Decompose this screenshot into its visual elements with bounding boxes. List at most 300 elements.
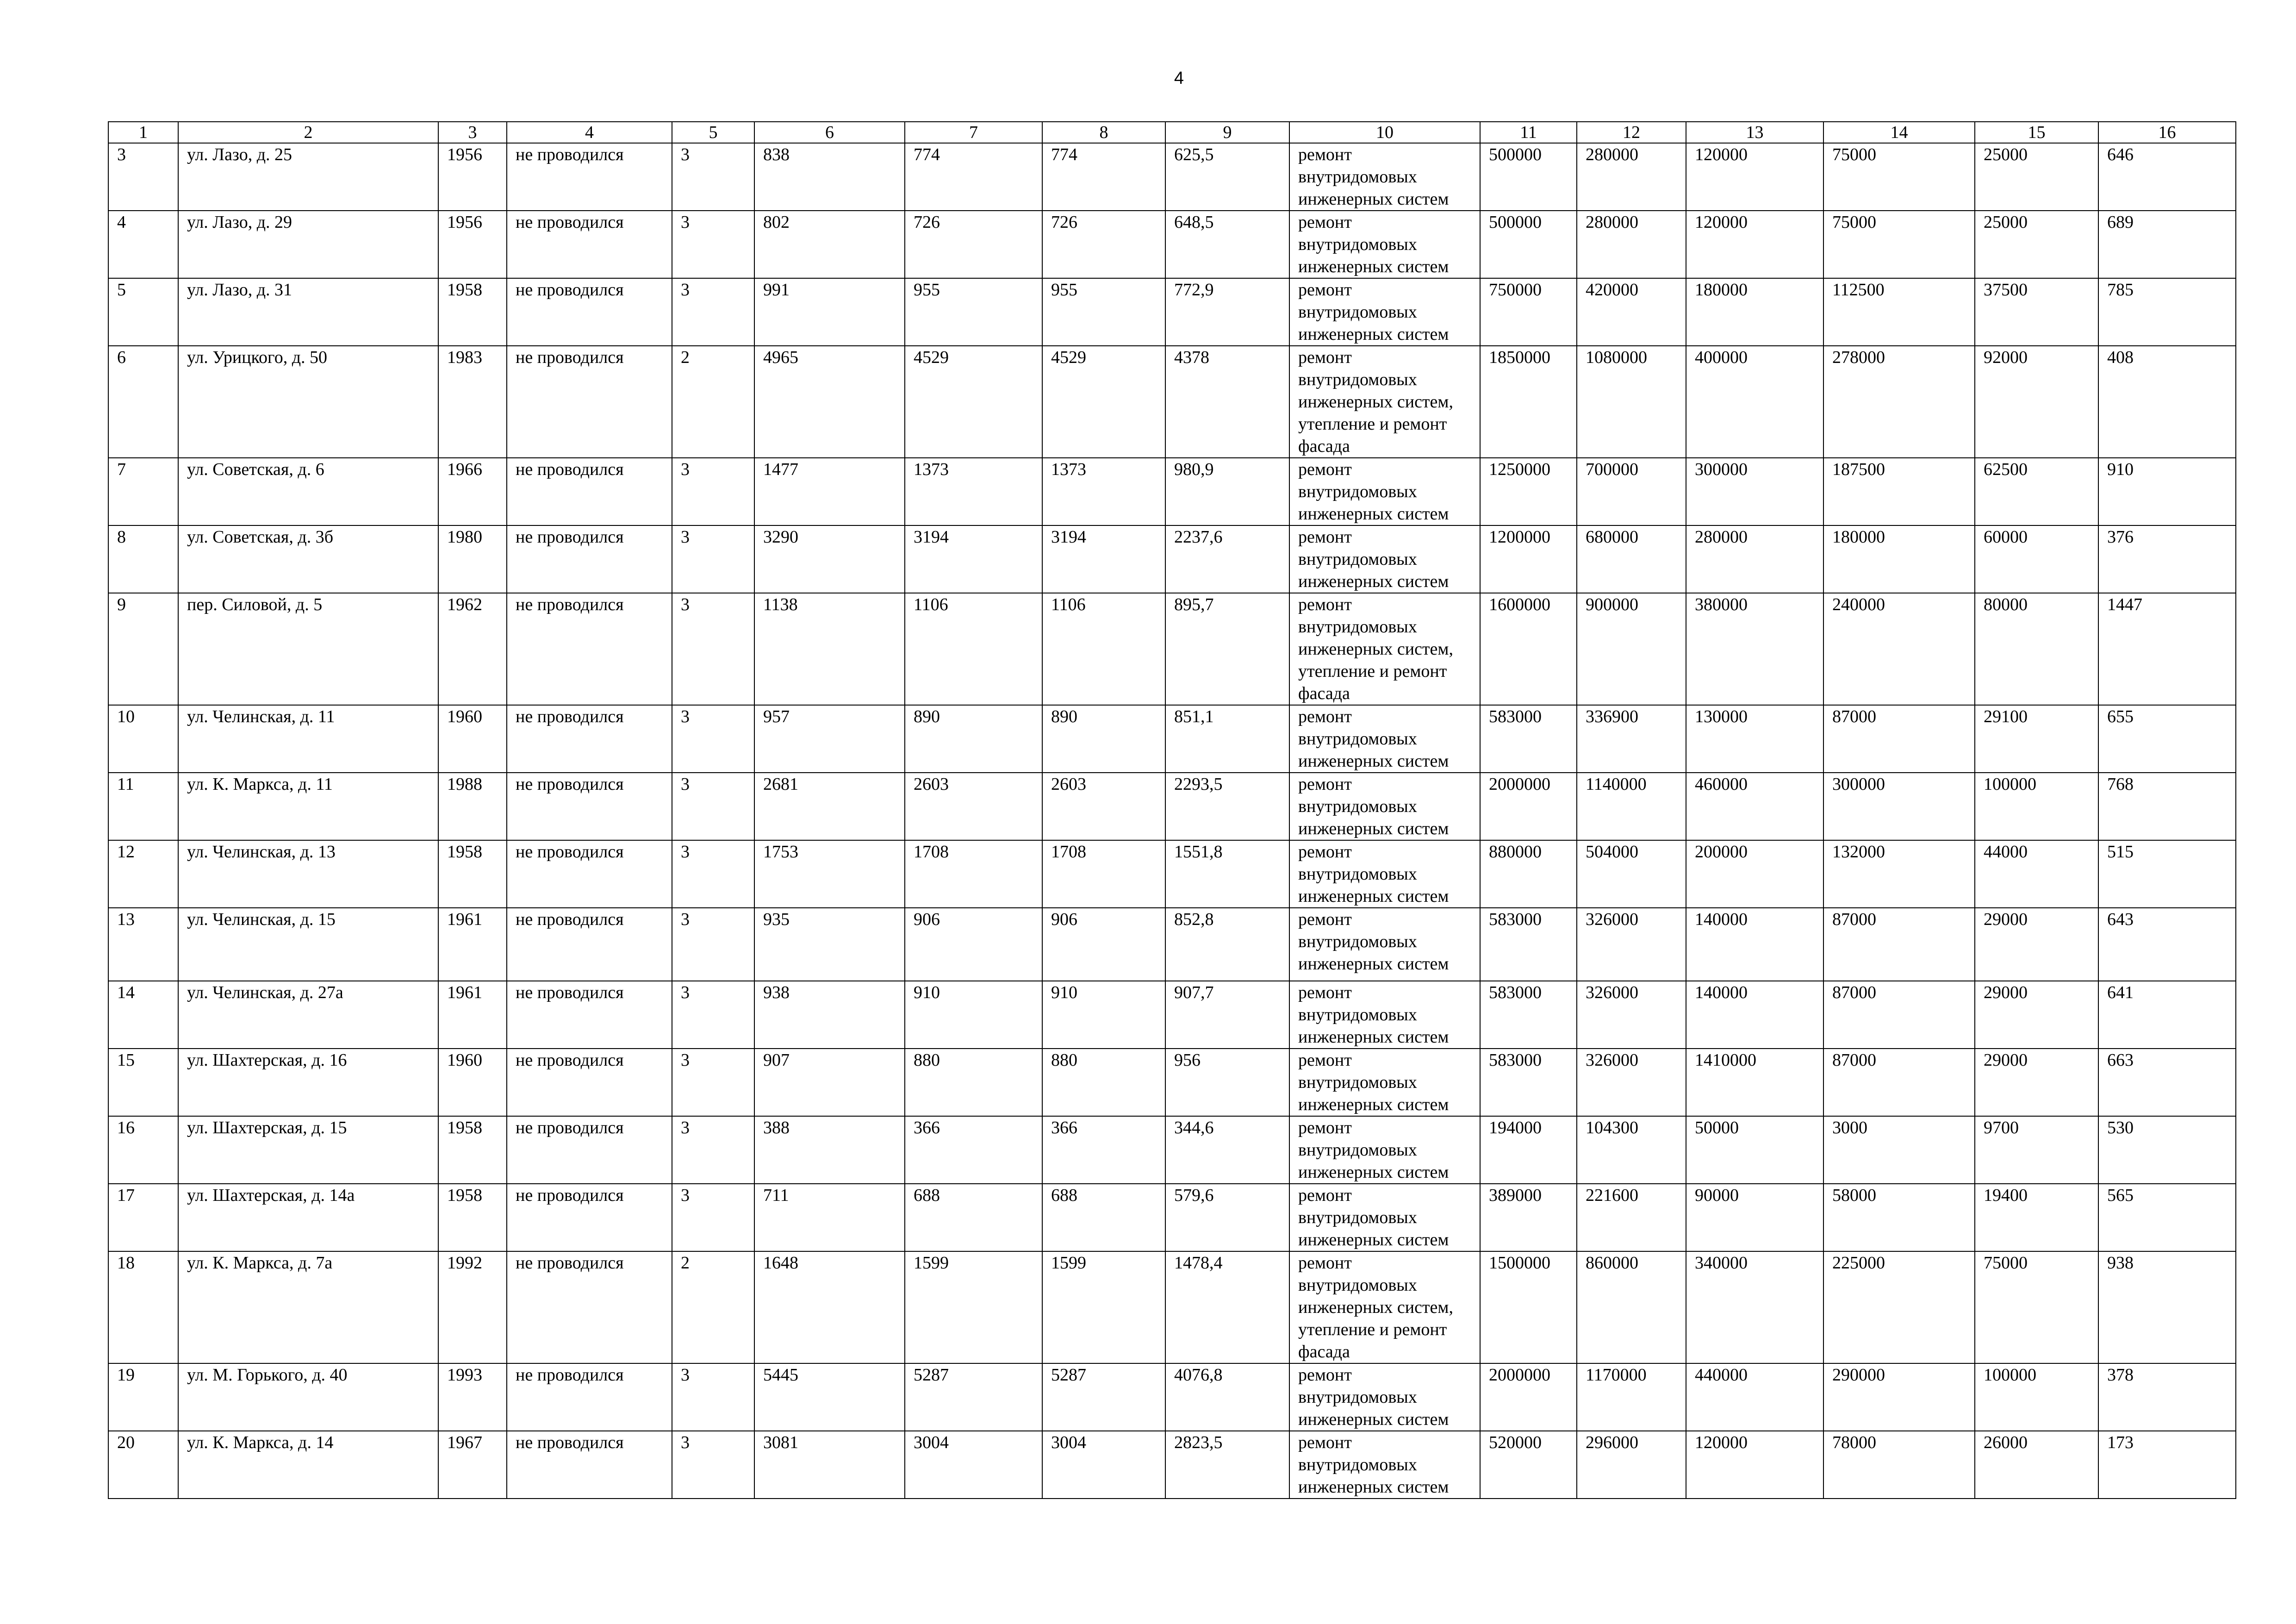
overhaul-cell: не проводился bbox=[507, 458, 672, 525]
address-cell: ул. Челинская, д. 11 bbox=[178, 705, 438, 773]
cost-12-cell: 900000 bbox=[1577, 593, 1686, 705]
cost-13-cell: 120000 bbox=[1686, 1431, 1823, 1499]
total-cost-cell: 750000 bbox=[1480, 278, 1577, 346]
cost-14-cell: 112500 bbox=[1823, 278, 1975, 346]
address-cell: пер. Силовой, д. 5 bbox=[178, 593, 438, 705]
value-8-cell: 3004 bbox=[1042, 1431, 1165, 1499]
category-cell: 3 bbox=[672, 211, 754, 278]
cost-12-cell: 280000 bbox=[1577, 143, 1686, 211]
year-cell: 1960 bbox=[438, 1049, 507, 1116]
value-16-cell: 646 bbox=[2098, 143, 2236, 211]
address-cell: ул. К. Маркса, д. 14 bbox=[178, 1431, 438, 1499]
cost-12-cell: 504000 bbox=[1577, 840, 1686, 908]
work-type-cell: ремонт внутридомовых инженерных систем bbox=[1289, 1116, 1480, 1184]
value-7-cell: 1373 bbox=[905, 458, 1042, 525]
cost-13-cell: 140000 bbox=[1686, 908, 1823, 981]
year-cell: 1958 bbox=[438, 278, 507, 346]
cost-12-cell: 420000 bbox=[1577, 278, 1686, 346]
overhaul-cell: не проводился bbox=[507, 143, 672, 211]
cost-12-cell: 1170000 bbox=[1577, 1363, 1686, 1431]
cost-14-cell: 87000 bbox=[1823, 981, 1975, 1049]
column-header-8: 8 bbox=[1042, 122, 1165, 143]
address-cell: ул. Челинская, д. 15 bbox=[178, 908, 438, 981]
cost-13-cell: 280000 bbox=[1686, 525, 1823, 593]
work-type-cell: ремонт внутридомовых инженерных систем bbox=[1289, 908, 1480, 981]
category-cell: 3 bbox=[672, 1116, 754, 1184]
value-9-cell: 1551,8 bbox=[1165, 840, 1289, 908]
value-7-cell: 1708 bbox=[905, 840, 1042, 908]
category-cell: 3 bbox=[672, 908, 754, 981]
cost-13-cell: 130000 bbox=[1686, 705, 1823, 773]
value-6-cell: 907 bbox=[754, 1049, 905, 1116]
address-cell: ул. Лазо, д. 25 bbox=[178, 143, 438, 211]
category-cell: 3 bbox=[672, 1049, 754, 1116]
value-9-cell: 851,1 bbox=[1165, 705, 1289, 773]
category-cell: 3 bbox=[672, 981, 754, 1049]
address-cell: ул. Лазо, д. 29 bbox=[178, 211, 438, 278]
cost-13-cell: 400000 bbox=[1686, 346, 1823, 458]
work-type-cell: ремонт внутридомовых инженерных систем bbox=[1289, 211, 1480, 278]
cost-13-cell: 1410000 bbox=[1686, 1049, 1823, 1116]
value-6-cell: 3081 bbox=[754, 1431, 905, 1499]
overhaul-cell: не проводился bbox=[507, 908, 672, 981]
year-cell: 1983 bbox=[438, 346, 507, 458]
column-header-12: 12 bbox=[1577, 122, 1686, 143]
cost-15-cell: 37500 bbox=[1975, 278, 2098, 346]
value-9-cell: 772,9 bbox=[1165, 278, 1289, 346]
row-number: 19 bbox=[108, 1363, 178, 1431]
table-body bbox=[108, 143, 2236, 1499]
value-6-cell: 3290 bbox=[754, 525, 905, 593]
value-7-cell: 774 bbox=[905, 143, 1042, 211]
value-6-cell: 711 bbox=[754, 1184, 905, 1251]
address-cell: ул. Шахтерская, д. 15 bbox=[178, 1116, 438, 1184]
column-header-3: 3 bbox=[438, 122, 507, 143]
value-9-cell: 2237,6 bbox=[1165, 525, 1289, 593]
value-9-cell: 980,9 bbox=[1165, 458, 1289, 525]
value-16-cell: 408 bbox=[2098, 346, 2236, 458]
year-cell: 1956 bbox=[438, 143, 507, 211]
cost-12-cell: 221600 bbox=[1577, 1184, 1686, 1251]
year-cell: 1960 bbox=[438, 705, 507, 773]
cost-13-cell: 200000 bbox=[1686, 840, 1823, 908]
work-type-cell: ремонт внутридомовых инженерных систем bbox=[1289, 1049, 1480, 1116]
cost-15-cell: 29000 bbox=[1975, 1049, 2098, 1116]
table-row bbox=[108, 1431, 2236, 1499]
value-9-cell: 907,7 bbox=[1165, 981, 1289, 1049]
row-number: 7 bbox=[108, 458, 178, 525]
table-row bbox=[108, 908, 2236, 981]
overhaul-cell: не проводился bbox=[507, 1363, 672, 1431]
work-type-cell: ремонт внутридомовых инженерных систем bbox=[1289, 525, 1480, 593]
total-cost-cell: 1250000 bbox=[1480, 458, 1577, 525]
cost-13-cell: 140000 bbox=[1686, 981, 1823, 1049]
row-number: 10 bbox=[108, 705, 178, 773]
year-cell: 1956 bbox=[438, 211, 507, 278]
cost-14-cell: 300000 bbox=[1823, 773, 1975, 840]
work-type-cell: ремонт внутридомовых инженерных систем bbox=[1289, 278, 1480, 346]
cost-12-cell: 104300 bbox=[1577, 1116, 1686, 1184]
total-cost-cell: 583000 bbox=[1480, 981, 1577, 1049]
column-header-5: 5 bbox=[672, 122, 754, 143]
cost-12-cell: 280000 bbox=[1577, 211, 1686, 278]
work-type-cell: ремонт внутридомовых инженерных систем bbox=[1289, 981, 1480, 1049]
address-cell: ул. Челинская, д. 13 bbox=[178, 840, 438, 908]
table-row bbox=[108, 1049, 2236, 1116]
overhaul-cell: не проводился bbox=[507, 705, 672, 773]
address-cell: ул. Урицкого, д. 50 bbox=[178, 346, 438, 458]
value-16-cell: 643 bbox=[2098, 908, 2236, 981]
total-cost-cell: 520000 bbox=[1480, 1431, 1577, 1499]
value-16-cell: 768 bbox=[2098, 773, 2236, 840]
year-cell: 1967 bbox=[438, 1431, 507, 1499]
value-6-cell: 388 bbox=[754, 1116, 905, 1184]
value-8-cell: 2603 bbox=[1042, 773, 1165, 840]
category-cell: 2 bbox=[672, 346, 754, 458]
category-cell: 3 bbox=[672, 773, 754, 840]
value-16-cell: 530 bbox=[2098, 1116, 2236, 1184]
column-header-4: 4 bbox=[507, 122, 672, 143]
year-cell: 1958 bbox=[438, 1184, 507, 1251]
total-cost-cell: 500000 bbox=[1480, 143, 1577, 211]
overhaul-cell: не проводился bbox=[507, 525, 672, 593]
overhaul-cell: не проводился bbox=[507, 346, 672, 458]
value-9-cell: 2823,5 bbox=[1165, 1431, 1289, 1499]
total-cost-cell: 2000000 bbox=[1480, 773, 1577, 840]
year-cell: 1961 bbox=[438, 908, 507, 981]
table-row bbox=[108, 278, 2236, 346]
value-9-cell: 648,5 bbox=[1165, 211, 1289, 278]
total-cost-cell: 583000 bbox=[1480, 705, 1577, 773]
value-16-cell: 515 bbox=[2098, 840, 2236, 908]
row-number: 13 bbox=[108, 908, 178, 981]
cost-14-cell: 78000 bbox=[1823, 1431, 1975, 1499]
year-cell: 1958 bbox=[438, 1116, 507, 1184]
value-6-cell: 1138 bbox=[754, 593, 905, 705]
cost-15-cell: 80000 bbox=[1975, 593, 2098, 705]
year-cell: 1980 bbox=[438, 525, 507, 593]
value-16-cell: 1447 bbox=[2098, 593, 2236, 705]
value-9-cell: 895,7 bbox=[1165, 593, 1289, 705]
value-8-cell: 4529 bbox=[1042, 346, 1165, 458]
cost-14-cell: 87000 bbox=[1823, 908, 1975, 981]
address-cell: ул. Челинская, д. 27а bbox=[178, 981, 438, 1049]
row-number: 20 bbox=[108, 1431, 178, 1499]
row-number: 15 bbox=[108, 1049, 178, 1116]
cost-14-cell: 132000 bbox=[1823, 840, 1975, 908]
row-number: 11 bbox=[108, 773, 178, 840]
value-16-cell: 910 bbox=[2098, 458, 2236, 525]
value-7-cell: 880 bbox=[905, 1049, 1042, 1116]
value-8-cell: 910 bbox=[1042, 981, 1165, 1049]
value-7-cell: 890 bbox=[905, 705, 1042, 773]
value-16-cell: 173 bbox=[2098, 1431, 2236, 1499]
column-header-10: 10 bbox=[1289, 122, 1480, 143]
address-cell: ул. Шахтерская, д. 16 bbox=[178, 1049, 438, 1116]
row-number: 16 bbox=[108, 1116, 178, 1184]
value-9-cell: 625,5 bbox=[1165, 143, 1289, 211]
cost-15-cell: 29000 bbox=[1975, 981, 2098, 1049]
category-cell: 3 bbox=[672, 525, 754, 593]
value-6-cell: 991 bbox=[754, 278, 905, 346]
year-cell: 1958 bbox=[438, 840, 507, 908]
value-16-cell: 938 bbox=[2098, 1251, 2236, 1363]
overhaul-cell: не проводился bbox=[507, 1049, 672, 1116]
value-6-cell: 802 bbox=[754, 211, 905, 278]
value-8-cell: 366 bbox=[1042, 1116, 1165, 1184]
cost-15-cell: 75000 bbox=[1975, 1251, 2098, 1363]
value-16-cell: 655 bbox=[2098, 705, 2236, 773]
value-16-cell: 378 bbox=[2098, 1363, 2236, 1431]
cost-13-cell: 440000 bbox=[1686, 1363, 1823, 1431]
cost-14-cell: 180000 bbox=[1823, 525, 1975, 593]
category-cell: 3 bbox=[672, 1184, 754, 1251]
value-7-cell: 5287 bbox=[905, 1363, 1042, 1431]
header-row bbox=[108, 122, 2236, 143]
column-header-7: 7 bbox=[905, 122, 1042, 143]
overhaul-cell: не проводился bbox=[507, 1184, 672, 1251]
value-6-cell: 1753 bbox=[754, 840, 905, 908]
address-cell: ул. Советская, д. 3б bbox=[178, 525, 438, 593]
cost-13-cell: 50000 bbox=[1686, 1116, 1823, 1184]
row-number: 17 bbox=[108, 1184, 178, 1251]
table-row bbox=[108, 593, 2236, 705]
total-cost-cell: 2000000 bbox=[1480, 1363, 1577, 1431]
work-type-cell: ремонт внутридомовых инженерных систем bbox=[1289, 458, 1480, 525]
cost-12-cell: 326000 bbox=[1577, 981, 1686, 1049]
work-type-cell: ремонт внутридомовых инженерных систем bbox=[1289, 1431, 1480, 1499]
total-cost-cell: 1500000 bbox=[1480, 1251, 1577, 1363]
cost-12-cell: 296000 bbox=[1577, 1431, 1686, 1499]
address-cell: ул. М. Горького, д. 40 bbox=[178, 1363, 438, 1431]
work-type-cell: ремонт внутридомовых инженерных систем bbox=[1289, 705, 1480, 773]
cost-15-cell: 62500 bbox=[1975, 458, 2098, 525]
work-type-cell: ремонт внутридомовых инженерных систем bbox=[1289, 143, 1480, 211]
category-cell: 3 bbox=[672, 840, 754, 908]
cost-12-cell: 336900 bbox=[1577, 705, 1686, 773]
value-8-cell: 955 bbox=[1042, 278, 1165, 346]
year-cell: 1993 bbox=[438, 1363, 507, 1431]
value-6-cell: 4965 bbox=[754, 346, 905, 458]
cost-14-cell: 187500 bbox=[1823, 458, 1975, 525]
overhaul-cell: не проводился bbox=[507, 1431, 672, 1499]
year-cell: 1992 bbox=[438, 1251, 507, 1363]
category-cell: 3 bbox=[672, 458, 754, 525]
value-8-cell: 880 bbox=[1042, 1049, 1165, 1116]
cost-15-cell: 100000 bbox=[1975, 773, 2098, 840]
table-row bbox=[108, 981, 2236, 1049]
cost-14-cell: 75000 bbox=[1823, 211, 1975, 278]
cost-12-cell: 326000 bbox=[1577, 1049, 1686, 1116]
cost-13-cell: 340000 bbox=[1686, 1251, 1823, 1363]
value-6-cell: 5445 bbox=[754, 1363, 905, 1431]
column-header-15: 15 bbox=[1975, 122, 2098, 143]
cost-15-cell: 92000 bbox=[1975, 346, 2098, 458]
category-cell: 3 bbox=[672, 1431, 754, 1499]
column-header-11: 11 bbox=[1480, 122, 1577, 143]
value-7-cell: 688 bbox=[905, 1184, 1042, 1251]
value-9-cell: 579,6 bbox=[1165, 1184, 1289, 1251]
row-number: 5 bbox=[108, 278, 178, 346]
table-row bbox=[108, 705, 2236, 773]
column-header-2: 2 bbox=[178, 122, 438, 143]
overhaul-cell: не проводился bbox=[507, 773, 672, 840]
cost-15-cell: 29000 bbox=[1975, 908, 2098, 981]
address-cell: ул. Советская, д. 6 bbox=[178, 458, 438, 525]
table-row bbox=[108, 1363, 2236, 1431]
cost-13-cell: 460000 bbox=[1686, 773, 1823, 840]
table-row bbox=[108, 458, 2236, 525]
work-type-cell: ремонт внутридомовых инженерных систем, утепление и ремонт фасада bbox=[1289, 593, 1480, 705]
address-cell: ул. Лазо, д. 31 bbox=[178, 278, 438, 346]
table-row bbox=[108, 1251, 2236, 1363]
row-number: 4 bbox=[108, 211, 178, 278]
work-type-cell: ремонт внутридомовых инженерных систем bbox=[1289, 840, 1480, 908]
table-row bbox=[108, 1116, 2236, 1184]
value-9-cell: 956 bbox=[1165, 1049, 1289, 1116]
value-9-cell: 344,6 bbox=[1165, 1116, 1289, 1184]
value-9-cell: 1478,4 bbox=[1165, 1251, 1289, 1363]
cost-15-cell: 29100 bbox=[1975, 705, 2098, 773]
year-cell: 1962 bbox=[438, 593, 507, 705]
total-cost-cell: 500000 bbox=[1480, 211, 1577, 278]
category-cell: 3 bbox=[672, 1363, 754, 1431]
category-cell: 3 bbox=[672, 705, 754, 773]
cost-13-cell: 120000 bbox=[1686, 143, 1823, 211]
value-7-cell: 3194 bbox=[905, 525, 1042, 593]
value-6-cell: 2681 bbox=[754, 773, 905, 840]
total-cost-cell: 1850000 bbox=[1480, 346, 1577, 458]
cost-13-cell: 120000 bbox=[1686, 211, 1823, 278]
total-cost-cell: 880000 bbox=[1480, 840, 1577, 908]
column-header-6: 6 bbox=[754, 122, 905, 143]
cost-14-cell: 87000 bbox=[1823, 705, 1975, 773]
value-7-cell: 955 bbox=[905, 278, 1042, 346]
cost-13-cell: 300000 bbox=[1686, 458, 1823, 525]
cost-12-cell: 326000 bbox=[1577, 908, 1686, 981]
cost-12-cell: 680000 bbox=[1577, 525, 1686, 593]
work-type-cell: ремонт внутридомовых инженерных систем bbox=[1289, 1184, 1480, 1251]
column-header-13: 13 bbox=[1686, 122, 1823, 143]
value-7-cell: 910 bbox=[905, 981, 1042, 1049]
value-8-cell: 688 bbox=[1042, 1184, 1165, 1251]
total-cost-cell: 1200000 bbox=[1480, 525, 1577, 593]
cost-14-cell: 75000 bbox=[1823, 143, 1975, 211]
table-row bbox=[108, 525, 2236, 593]
address-cell: ул. К. Маркса, д. 11 bbox=[178, 773, 438, 840]
column-header-9: 9 bbox=[1165, 122, 1289, 143]
column-header-14: 14 bbox=[1823, 122, 1975, 143]
value-9-cell: 852,8 bbox=[1165, 908, 1289, 981]
value-16-cell: 376 bbox=[2098, 525, 2236, 593]
value-6-cell: 1648 bbox=[754, 1251, 905, 1363]
value-9-cell: 4076,8 bbox=[1165, 1363, 1289, 1431]
cost-15-cell: 44000 bbox=[1975, 840, 2098, 908]
work-type-cell: ремонт внутридомовых инженерных систем, утепление и ремонт фасада bbox=[1289, 1251, 1480, 1363]
cost-14-cell: 225000 bbox=[1823, 1251, 1975, 1363]
year-cell: 1966 bbox=[438, 458, 507, 525]
overhaul-cell: не проводился bbox=[507, 1251, 672, 1363]
table-row bbox=[108, 840, 2236, 908]
row-number: 3 bbox=[108, 143, 178, 211]
value-9-cell: 4378 bbox=[1165, 346, 1289, 458]
row-number: 9 bbox=[108, 593, 178, 705]
value-7-cell: 1106 bbox=[905, 593, 1042, 705]
value-16-cell: 565 bbox=[2098, 1184, 2236, 1251]
cost-15-cell: 19400 bbox=[1975, 1184, 2098, 1251]
value-6-cell: 935 bbox=[754, 908, 905, 981]
cost-14-cell: 87000 bbox=[1823, 1049, 1975, 1116]
total-cost-cell: 194000 bbox=[1480, 1116, 1577, 1184]
cost-14-cell: 3000 bbox=[1823, 1116, 1975, 1184]
value-8-cell: 1599 bbox=[1042, 1251, 1165, 1363]
work-type-cell: ремонт внутридомовых инженерных систем, утепление и ремонт фасада bbox=[1289, 346, 1480, 458]
value-7-cell: 906 bbox=[905, 908, 1042, 981]
category-cell: 2 bbox=[672, 1251, 754, 1363]
value-6-cell: 957 bbox=[754, 705, 905, 773]
cost-12-cell: 700000 bbox=[1577, 458, 1686, 525]
cost-13-cell: 380000 bbox=[1686, 593, 1823, 705]
work-type-cell: ремонт внутридомовых инженерных систем bbox=[1289, 773, 1480, 840]
value-7-cell: 2603 bbox=[905, 773, 1042, 840]
cost-12-cell: 860000 bbox=[1577, 1251, 1686, 1363]
page-number: 4 bbox=[1174, 69, 1184, 88]
total-cost-cell: 389000 bbox=[1480, 1184, 1577, 1251]
cost-13-cell: 90000 bbox=[1686, 1184, 1823, 1251]
value-16-cell: 785 bbox=[2098, 278, 2236, 346]
cost-14-cell: 58000 bbox=[1823, 1184, 1975, 1251]
cost-14-cell: 278000 bbox=[1823, 346, 1975, 458]
row-number: 6 bbox=[108, 346, 178, 458]
value-6-cell: 838 bbox=[754, 143, 905, 211]
value-6-cell: 938 bbox=[754, 981, 905, 1049]
value-8-cell: 1106 bbox=[1042, 593, 1165, 705]
cost-12-cell: 1140000 bbox=[1577, 773, 1686, 840]
cost-15-cell: 100000 bbox=[1975, 1363, 2098, 1431]
table-row bbox=[108, 1184, 2236, 1251]
value-8-cell: 3194 bbox=[1042, 525, 1165, 593]
cost-15-cell: 25000 bbox=[1975, 143, 2098, 211]
value-8-cell: 1708 bbox=[1042, 840, 1165, 908]
cost-12-cell: 1080000 bbox=[1577, 346, 1686, 458]
value-16-cell: 641 bbox=[2098, 981, 2236, 1049]
total-cost-cell: 1600000 bbox=[1480, 593, 1577, 705]
address-cell: ул. Шахтерская, д. 14а bbox=[178, 1184, 438, 1251]
value-7-cell: 726 bbox=[905, 211, 1042, 278]
row-number: 14 bbox=[108, 981, 178, 1049]
overhaul-cell: не проводился bbox=[507, 278, 672, 346]
value-7-cell: 4529 bbox=[905, 346, 1042, 458]
value-8-cell: 5287 bbox=[1042, 1363, 1165, 1431]
overhaul-cell: не проводился bbox=[507, 981, 672, 1049]
value-7-cell: 1599 bbox=[905, 1251, 1042, 1363]
value-8-cell: 774 bbox=[1042, 143, 1165, 211]
category-cell: 3 bbox=[672, 278, 754, 346]
cost-15-cell: 60000 bbox=[1975, 525, 2098, 593]
total-cost-cell: 583000 bbox=[1480, 908, 1577, 981]
overhaul-cell: не проводился bbox=[507, 211, 672, 278]
overhaul-cell: не проводился bbox=[507, 840, 672, 908]
row-number: 8 bbox=[108, 525, 178, 593]
year-cell: 1961 bbox=[438, 981, 507, 1049]
column-header-16: 16 bbox=[2098, 122, 2236, 143]
value-6-cell: 1477 bbox=[754, 458, 905, 525]
overhaul-cell: не проводился bbox=[507, 593, 672, 705]
value-8-cell: 726 bbox=[1042, 211, 1165, 278]
row-number: 12 bbox=[108, 840, 178, 908]
value-7-cell: 366 bbox=[905, 1116, 1042, 1184]
column-header-1: 1 bbox=[108, 122, 178, 143]
